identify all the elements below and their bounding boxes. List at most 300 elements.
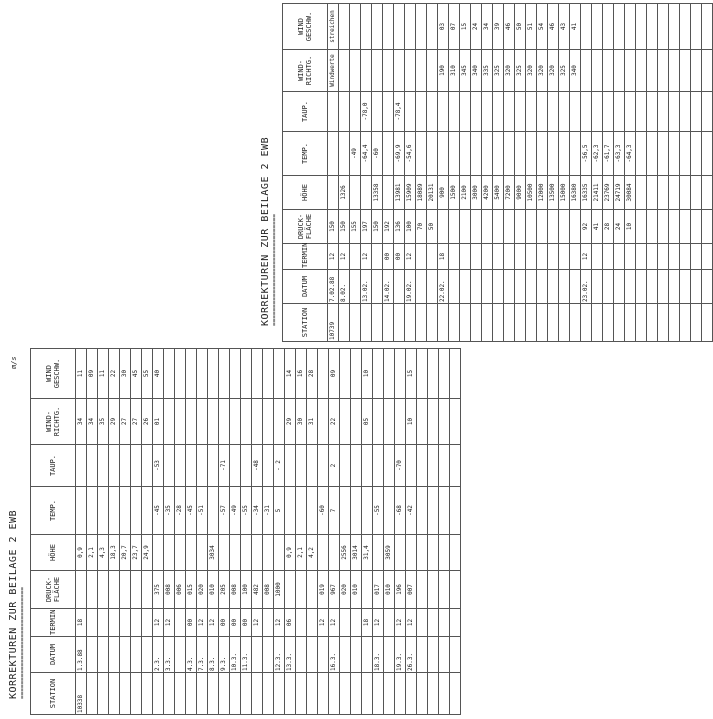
table-cell [197, 673, 208, 715]
table-cell [680, 244, 691, 270]
table-row [263, 349, 274, 715]
table-cell: 46 [504, 4, 515, 50]
table-row [328, 4, 339, 342]
table-cell: 03 [438, 4, 449, 50]
table-cell [383, 176, 394, 210]
table-cell [702, 92, 713, 132]
table-cell [669, 304, 680, 342]
table-row [482, 4, 493, 342]
table-cell: 22 [329, 399, 340, 445]
table-cell: 010 [351, 571, 362, 609]
table-row [350, 4, 361, 342]
table-cell: 12 [208, 609, 219, 637]
table-row [197, 349, 208, 715]
table-cell [373, 535, 384, 571]
table-cell [98, 571, 109, 609]
table-cell: 345 [460, 50, 471, 92]
table-cell [339, 92, 350, 132]
table-cell [559, 270, 570, 304]
table-row [186, 349, 197, 715]
table-cell [329, 673, 340, 715]
table-cell [504, 304, 515, 342]
table-cell [230, 349, 241, 399]
table-row [383, 4, 394, 342]
table-cell [285, 673, 296, 715]
table-row [394, 4, 405, 342]
table-cell [471, 210, 482, 244]
table-cell: 51 [526, 4, 537, 50]
table-row [460, 4, 471, 342]
table-cell [603, 270, 614, 304]
table-cell: 39 [493, 4, 504, 50]
table-cell: 06 [285, 609, 296, 637]
table-cell [702, 176, 713, 210]
table-cell [417, 349, 428, 399]
table-cell [372, 304, 383, 342]
table-cell [384, 487, 395, 535]
table-cell [680, 176, 691, 210]
table-cell [417, 673, 428, 715]
table-cell: 1326 [339, 176, 350, 210]
table-cell [482, 244, 493, 270]
table-cell [669, 270, 680, 304]
table-cell [142, 571, 153, 609]
table-cell: 20131 [427, 176, 438, 210]
table-cell: 12 [252, 609, 263, 637]
table-cell: 020 [340, 571, 351, 609]
table-cell [318, 399, 329, 445]
table-cell [702, 4, 713, 50]
table-row [219, 349, 230, 715]
table-cell [427, 244, 438, 270]
table-cell [263, 637, 274, 673]
table-cell [691, 132, 702, 176]
table-row [428, 349, 439, 715]
table-cell: -61,7 [603, 132, 614, 176]
table-row [647, 4, 658, 342]
table-cell [471, 270, 482, 304]
table-cell [98, 609, 109, 637]
table-cell [252, 673, 263, 715]
table-cell [351, 637, 362, 673]
table-row [164, 349, 175, 715]
table-cell [471, 304, 482, 342]
table-cell [428, 399, 439, 445]
table-row [548, 4, 559, 342]
table-cell [614, 270, 625, 304]
table-cell [197, 445, 208, 487]
table-cell: 010 [208, 571, 219, 609]
table-cell [296, 445, 307, 487]
table-cell: 3014 [351, 535, 362, 571]
table-cell: 30084 [625, 176, 636, 210]
table-cell [120, 609, 131, 637]
table-cell: 46 [548, 4, 559, 50]
table-cell: 11.3. [241, 637, 252, 673]
left-header-2: TERMIN [31, 609, 76, 637]
left-header-1: DATUM [31, 637, 76, 673]
table-cell: 2,1 [87, 535, 98, 571]
table-cell: 900 [438, 176, 449, 210]
table-cell: 14.02. [383, 270, 394, 304]
table-cell [691, 92, 702, 132]
table-cell: 18089 [416, 176, 427, 210]
table-cell [384, 637, 395, 673]
table-cell: 24719 [614, 176, 625, 210]
table-cell: 19.02. [405, 270, 416, 304]
table-row [691, 4, 702, 342]
table-cell: -60 [372, 132, 383, 176]
table-cell [450, 487, 461, 535]
table-row [208, 349, 219, 715]
right-header-row [283, 4, 328, 342]
table-cell [559, 210, 570, 244]
table-cell [548, 210, 559, 244]
streichen-note: streichen [328, 4, 339, 50]
table-cell [460, 304, 471, 342]
table-cell: 12 [373, 609, 384, 637]
table-cell [427, 304, 438, 342]
table-cell: 26 [142, 399, 153, 445]
table-cell [636, 50, 647, 92]
table-cell [570, 270, 581, 304]
right-data-table [282, 3, 713, 342]
table-cell [570, 92, 581, 132]
table-cell [263, 609, 274, 637]
table-cell: 150 [328, 210, 339, 244]
table-cell [87, 673, 98, 715]
table-cell [482, 92, 493, 132]
table-cell [208, 399, 219, 445]
table-cell [351, 673, 362, 715]
table-row [76, 349, 87, 715]
table-cell [570, 304, 581, 342]
table-cell [603, 4, 614, 50]
table-cell [537, 270, 548, 304]
table-cell [537, 244, 548, 270]
table-cell [515, 132, 526, 176]
table-cell [614, 304, 625, 342]
table-cell: 10 [406, 399, 417, 445]
table-cell [329, 535, 340, 571]
table-cell [504, 92, 515, 132]
table-row [702, 4, 713, 342]
table-cell [427, 92, 438, 132]
table-row [339, 4, 350, 342]
table-cell: 15 [406, 349, 417, 399]
left-table-body [76, 349, 461, 715]
table-cell: 05 [362, 399, 373, 445]
table-cell [592, 50, 603, 92]
table-cell [98, 487, 109, 535]
table-cell [285, 571, 296, 609]
table-cell [307, 571, 318, 609]
table-cell [647, 270, 658, 304]
table-cell [658, 4, 669, 50]
table-cell: -57 [219, 487, 230, 535]
table-cell [131, 673, 142, 715]
table-cell: 1000 [274, 571, 285, 609]
table-cell: 23,7 [131, 535, 142, 571]
table-cell: 18.3. [373, 637, 384, 673]
table-cell [559, 244, 570, 270]
table-cell [131, 445, 142, 487]
table-cell [186, 399, 197, 445]
table-cell: -78,4 [394, 92, 405, 132]
table-cell [350, 50, 361, 92]
table-cell [296, 673, 307, 715]
table-cell [416, 244, 427, 270]
table-cell: 13.3. [285, 637, 296, 673]
table-cell [504, 210, 515, 244]
table-cell [428, 535, 439, 571]
table-cell: 2556 [340, 535, 351, 571]
table-row [98, 349, 109, 715]
left-title-underline: =============================== [19, 587, 26, 699]
left-data-table [30, 348, 461, 715]
table-cell: 12 [339, 244, 350, 270]
table-cell: 325 [493, 50, 504, 92]
table-cell [372, 50, 383, 92]
table-cell [361, 4, 372, 50]
table-cell [395, 349, 406, 399]
table-cell [537, 132, 548, 176]
table-cell: 24 [614, 210, 625, 244]
left-header-3: DRUCK- FLÄCHE [31, 571, 76, 609]
table-cell: 12 [153, 609, 164, 637]
table-cell [482, 132, 493, 176]
table-cell [76, 445, 87, 487]
table-cell [373, 399, 384, 445]
left-header-row [31, 349, 76, 715]
table-cell [493, 244, 504, 270]
table-cell [439, 487, 450, 535]
table-cell: 26.3. [406, 637, 417, 673]
table-cell [515, 270, 526, 304]
table-cell [208, 673, 219, 715]
table-cell [296, 609, 307, 637]
table-cell [175, 535, 186, 571]
table-cell: 21411 [592, 176, 603, 210]
table-row [329, 349, 340, 715]
table-cell: 31,4 [362, 535, 373, 571]
table-cell: -55 [373, 487, 384, 535]
table-cell [241, 349, 252, 399]
table-cell: 3.3. [164, 637, 175, 673]
table-row [559, 4, 570, 342]
table-cell: -63,3 [614, 132, 625, 176]
table-cell [131, 571, 142, 609]
table-cell: 30 [120, 349, 131, 399]
table-cell: 14 [285, 349, 296, 399]
table-row [658, 4, 669, 342]
table-cell [384, 673, 395, 715]
table-cell [504, 132, 515, 176]
table-cell: 482 [252, 571, 263, 609]
table-cell [120, 673, 131, 715]
table-cell: 7.02.88 [328, 270, 339, 304]
table-cell [647, 304, 658, 342]
table-cell: 008 [164, 571, 175, 609]
table-cell [142, 609, 153, 637]
table-cell [241, 535, 252, 571]
table-cell: 7200 [504, 176, 515, 210]
table-cell: -78,0 [361, 92, 372, 132]
table-row [307, 349, 318, 715]
table-cell: 16 [296, 349, 307, 399]
table-cell: 3034 [208, 535, 219, 571]
table-cell [559, 92, 570, 132]
right-header-2: TERMIN [283, 244, 328, 270]
table-cell [350, 304, 361, 342]
table-cell [274, 349, 285, 399]
table-cell [581, 4, 592, 50]
right-correction-sheet [252, 0, 633, 346]
table-cell [439, 349, 450, 399]
table-cell [87, 637, 98, 673]
table-cell [428, 487, 439, 535]
table-cell [372, 92, 383, 132]
right-title-underline: =============================== [271, 214, 278, 326]
table-cell: 28 [603, 210, 614, 244]
table-cell [109, 609, 120, 637]
table-cell: 3059 [384, 535, 395, 571]
table-cell: 50 [427, 210, 438, 244]
table-cell [76, 487, 87, 535]
table-cell: 2 [329, 445, 340, 487]
table-cell [460, 92, 471, 132]
table-row [142, 349, 153, 715]
table-row [373, 349, 384, 715]
table-cell: 4,3 [98, 535, 109, 571]
table-cell [449, 304, 460, 342]
table-cell [658, 176, 669, 210]
table-cell: 12 [328, 244, 339, 270]
table-cell [625, 92, 636, 132]
table-cell [406, 673, 417, 715]
table-cell [537, 304, 548, 342]
table-cell [417, 487, 428, 535]
table-cell: 10.3. [230, 637, 241, 673]
table-cell [439, 445, 450, 487]
table-row [351, 349, 362, 715]
right-table-body [328, 4, 713, 342]
table-row [384, 349, 395, 715]
right-header-8: WIND GESCHW. [283, 4, 328, 50]
table-cell: 12 [164, 609, 175, 637]
table-cell [362, 571, 373, 609]
table-cell [658, 244, 669, 270]
table-cell [450, 637, 461, 673]
table-cell: 24,9 [142, 535, 153, 571]
table-cell [175, 445, 186, 487]
table-cell [427, 50, 438, 92]
table-row [526, 4, 537, 342]
table-cell [450, 445, 461, 487]
table-cell [394, 304, 405, 342]
table-cell: 16380 [570, 176, 581, 210]
table-cell: 15000 [559, 176, 570, 210]
table-cell: 09 [87, 349, 98, 399]
table-cell [460, 210, 471, 244]
table-cell [361, 176, 372, 210]
table-row [439, 349, 450, 715]
table-cell [614, 92, 625, 132]
table-cell: 155 [350, 210, 361, 244]
table-cell: 340 [471, 50, 482, 92]
table-cell: -64,3 [625, 132, 636, 176]
right-header-6: TAUP. [283, 92, 328, 132]
table-cell [548, 304, 559, 342]
table-cell [636, 176, 647, 210]
table-cell [98, 445, 109, 487]
table-cell: -45 [153, 487, 164, 535]
table-cell [625, 50, 636, 92]
table-cell [482, 210, 493, 244]
table-cell [603, 92, 614, 132]
table-cell [669, 176, 680, 210]
table-row [570, 4, 581, 342]
table-cell [460, 270, 471, 304]
table-cell [450, 673, 461, 715]
left-correction-sheet [0, 346, 414, 719]
table-cell [252, 535, 263, 571]
table-cell [515, 210, 526, 244]
table-cell: 24 [471, 4, 482, 50]
table-cell [603, 50, 614, 92]
table-cell: 13981 [394, 176, 405, 210]
table-cell [361, 50, 372, 92]
table-cell [340, 399, 351, 445]
left-wind-unit: m/s [10, 356, 18, 369]
table-cell: 00 [186, 609, 197, 637]
left-header-6: TAUP. [31, 445, 76, 487]
table-cell [87, 445, 98, 487]
table-cell [482, 304, 493, 342]
table-cell [515, 92, 526, 132]
table-row [230, 349, 241, 715]
table-cell [175, 349, 186, 399]
table-row [340, 349, 351, 715]
table-cell [109, 571, 120, 609]
table-row [614, 4, 625, 342]
table-cell: 006 [175, 571, 186, 609]
table-cell: 4,2 [307, 535, 318, 571]
table-cell: -51 [197, 487, 208, 535]
table-cell [482, 270, 493, 304]
table-cell [164, 673, 175, 715]
table-row [625, 4, 636, 342]
table-cell [636, 132, 647, 176]
table-cell [362, 637, 373, 673]
table-cell: 35 [98, 399, 109, 445]
table-cell [537, 210, 548, 244]
right-sheet-title: KORREKTUREN ZUR BEILAGE 2 EWB =============================== [260, 136, 278, 326]
table-cell [340, 445, 351, 487]
table-cell [691, 4, 702, 50]
table-cell [318, 349, 329, 399]
table-cell [636, 270, 647, 304]
table-cell: 320 [504, 50, 515, 92]
table-cell: 100 [405, 210, 416, 244]
table-cell: -34 [252, 487, 263, 535]
table-cell: 92 [581, 210, 592, 244]
table-cell [120, 487, 131, 535]
table-cell [340, 609, 351, 637]
table-cell [405, 4, 416, 50]
table-cell [636, 244, 647, 270]
table-cell [427, 132, 438, 176]
